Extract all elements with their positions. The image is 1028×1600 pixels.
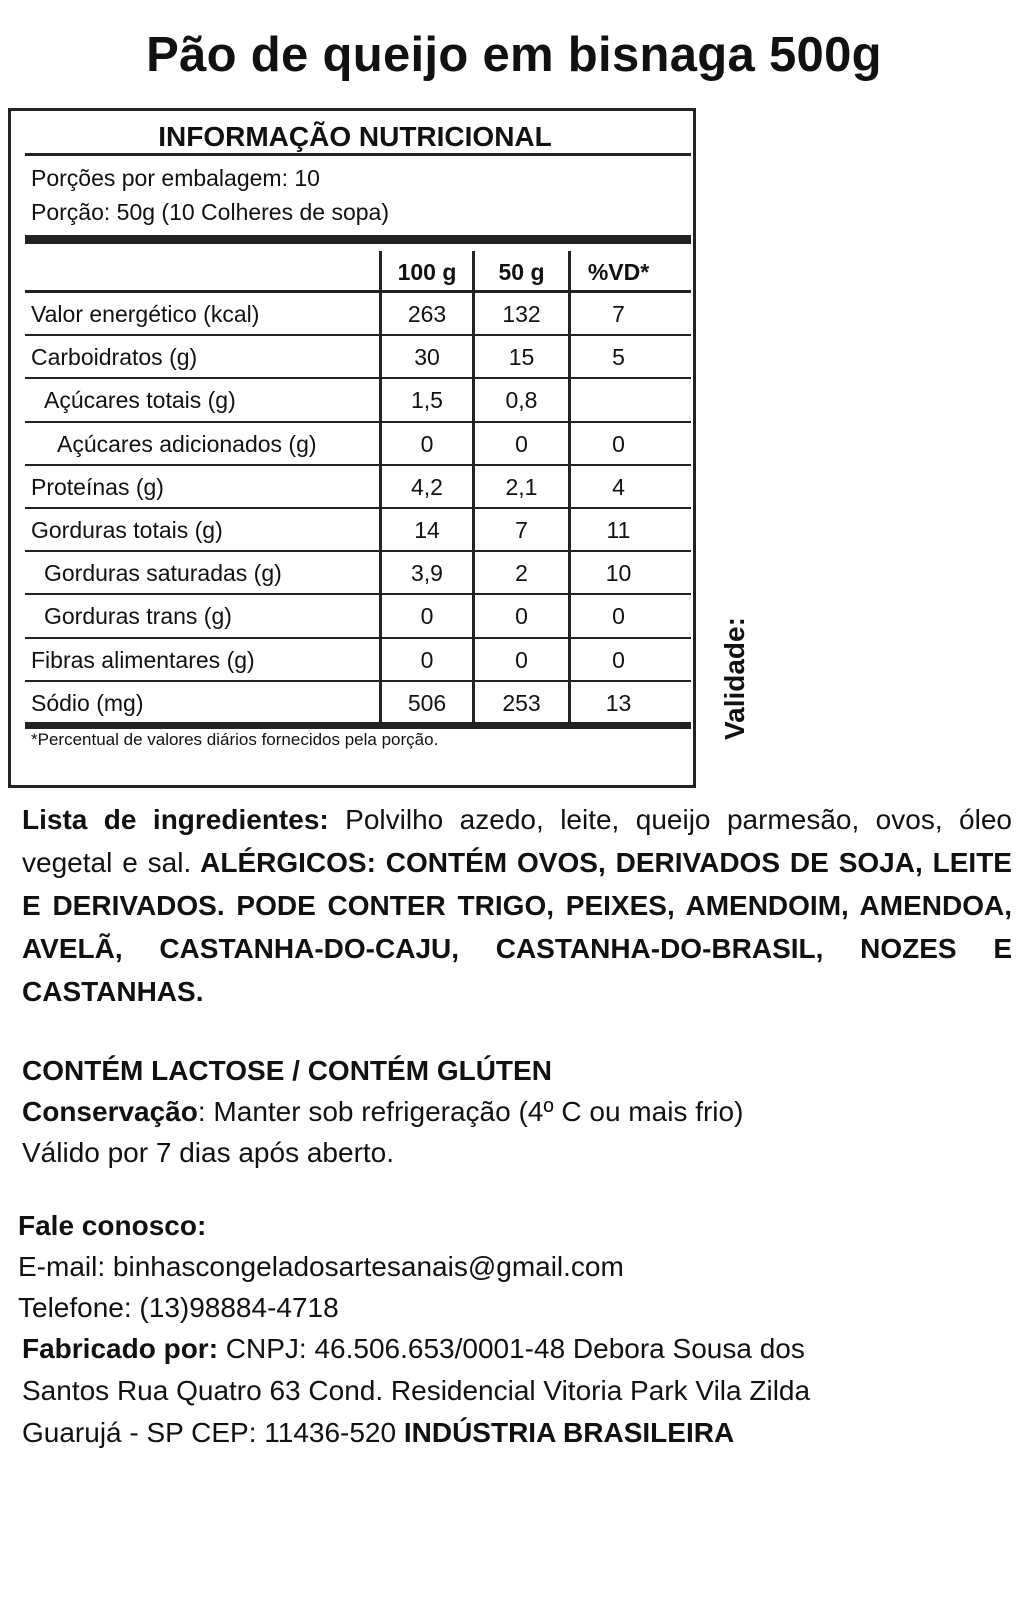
thick-divider (25, 235, 691, 244)
nutrient-label: Sódio (mg) (31, 689, 144, 716)
conservation-block (22, 1050, 1012, 1173)
row-divider (25, 507, 691, 509)
nutrient-value: 0 (515, 430, 528, 457)
manufacturer-line2: Santos Rua Quatro 63 Cond. Residencial Vitoria Park Vila Zilda (22, 1375, 811, 1406)
product-title: Pão de queijo em bisnaga 500g (146, 28, 882, 82)
contact-heading: Fale conosco: (18, 1210, 207, 1241)
servings-per-pack: Porções por embalagem: 10 (31, 165, 320, 191)
row-divider (25, 334, 691, 336)
nutrient-value: 0 (420, 646, 434, 673)
manufacturer-line1: CNPJ: 46.506.653/0001-48 Debora Sousa dos (218, 1333, 805, 1364)
ingredients-text: Polvilho azedo, leite, queijo parmesão, ovos, óleo vegetal e sal. (22, 804, 1012, 878)
serving-size: Porção: 50g (10 Colheres de sopa) (31, 199, 389, 225)
nutrient-value: 2 (515, 560, 528, 587)
nutrient-value: 0 (420, 430, 434, 457)
nutrition-heading: INFORMAÇÃO NUTRICIONAL (158, 121, 552, 152)
nutrient-value: 253 (502, 689, 541, 716)
nutrient-label: Açúcares adicionados (g) (57, 430, 317, 457)
lactose-gluten-notice: CONTÉM LACTOSE / CONTÉM GLÚTEN (22, 1055, 552, 1086)
nutrient-value: 3,9 (411, 560, 443, 587)
nutrient-value: 10 (605, 560, 632, 587)
row-divider (25, 377, 691, 379)
column-header: 50 g (498, 259, 545, 285)
ingredients-block (22, 798, 1012, 1013)
validade-label: Validade: (719, 617, 750, 740)
nutrient-label: Fibras alimentares (g) (31, 646, 255, 673)
manufacturer-line3: Guarujá - SP CEP: 11436-520 (22, 1417, 404, 1448)
nutrient-value: 0 (420, 603, 434, 630)
nutrient-label: Proteínas (g) (31, 473, 164, 500)
nutrient-value: 0,8 (505, 387, 538, 414)
validity-after-opening: Válido por 7 dias após aberto. (22, 1137, 395, 1168)
nutrient-label: Carboidratos (g) (31, 344, 198, 371)
contact-block (18, 1205, 1008, 1328)
nutrient-value: 506 (407, 689, 447, 716)
nutrient-value: 7 (612, 301, 625, 327)
nutrient-value: 11 (606, 517, 631, 543)
nutrient-value: 0 (612, 430, 625, 457)
nutrient-value: 5 (612, 344, 625, 371)
nutrient-value: 1,5 (411, 387, 443, 414)
header-divider (25, 290, 691, 293)
row-divider (25, 593, 691, 595)
row-divider (25, 464, 691, 466)
ingredients-label: Lista de ingredientes: (22, 804, 329, 835)
column-header: 100 g (397, 259, 457, 285)
nutrient-value: 263 (407, 301, 447, 327)
conservation-label: Conservação (22, 1096, 198, 1127)
made-in-brazil: INDÚSTRIA BRASILEIRA (403, 1417, 735, 1448)
nutrient-value: 2,1 (505, 473, 538, 500)
nutrient-value: 0 (612, 603, 625, 630)
nutrition-facts-panel (8, 108, 696, 788)
nutrient-value: 4,2 (411, 473, 443, 500)
nutrient-value: 4 (612, 473, 625, 500)
table-bottom-divider (25, 722, 691, 729)
contact-phone: Telefone: (13)98884-4718 (18, 1292, 339, 1323)
nutrient-value: 14 (414, 517, 440, 543)
manufacturer-label: Fabricado por: (22, 1333, 219, 1364)
row-divider (25, 680, 691, 682)
nutrient-label: Gorduras trans (g) (44, 603, 232, 630)
nutrient-value: 15 (508, 344, 535, 371)
nutrient-value: 0 (515, 646, 528, 673)
contact-email: E-mail: binhascongeladosartesanais@gmail.com (18, 1251, 624, 1282)
row-divider (25, 637, 691, 639)
nutrient-value: 132 (502, 301, 541, 327)
column-header: %VD* (587, 259, 650, 285)
nutrient-label: Gorduras saturadas (g) (44, 560, 282, 587)
nutrient-label: Valor energético (kcal) (31, 301, 260, 327)
conservation-text: : Manter sob refrigeração (4º C ou mais frio) (197, 1096, 744, 1127)
footnote: *Percentual de valores diários fornecidos pela porção. (31, 730, 439, 749)
nutrient-label: Gorduras totais (g) (31, 517, 223, 543)
row-divider (25, 550, 691, 552)
nutrient-value: 7 (515, 517, 528, 543)
nutrient-value: 0 (612, 646, 625, 673)
heading-divider (25, 153, 691, 156)
nutrient-value: 0 (515, 603, 528, 630)
nutrient-value: 30 (414, 344, 440, 371)
nutrient-value: 13 (605, 689, 632, 716)
nutrient-label: Açúcares totais (g) (44, 387, 236, 414)
allergens-text: ALÉRGICOS: CONTÉM OVOS, DERIVADOS DE SOJA, LEITE E DERIVADOS. PODE CONTER TRIGO, PEIXES, AMENDOIM, AMENDOA, AVELÃ, CASTANHA-DO-CAJU, CASTANHA-DO-BRASIL, NOZES E CASTANHAS. (22, 847, 1012, 1007)
manufacturer-block (22, 1328, 1012, 1454)
row-divider (25, 421, 691, 423)
